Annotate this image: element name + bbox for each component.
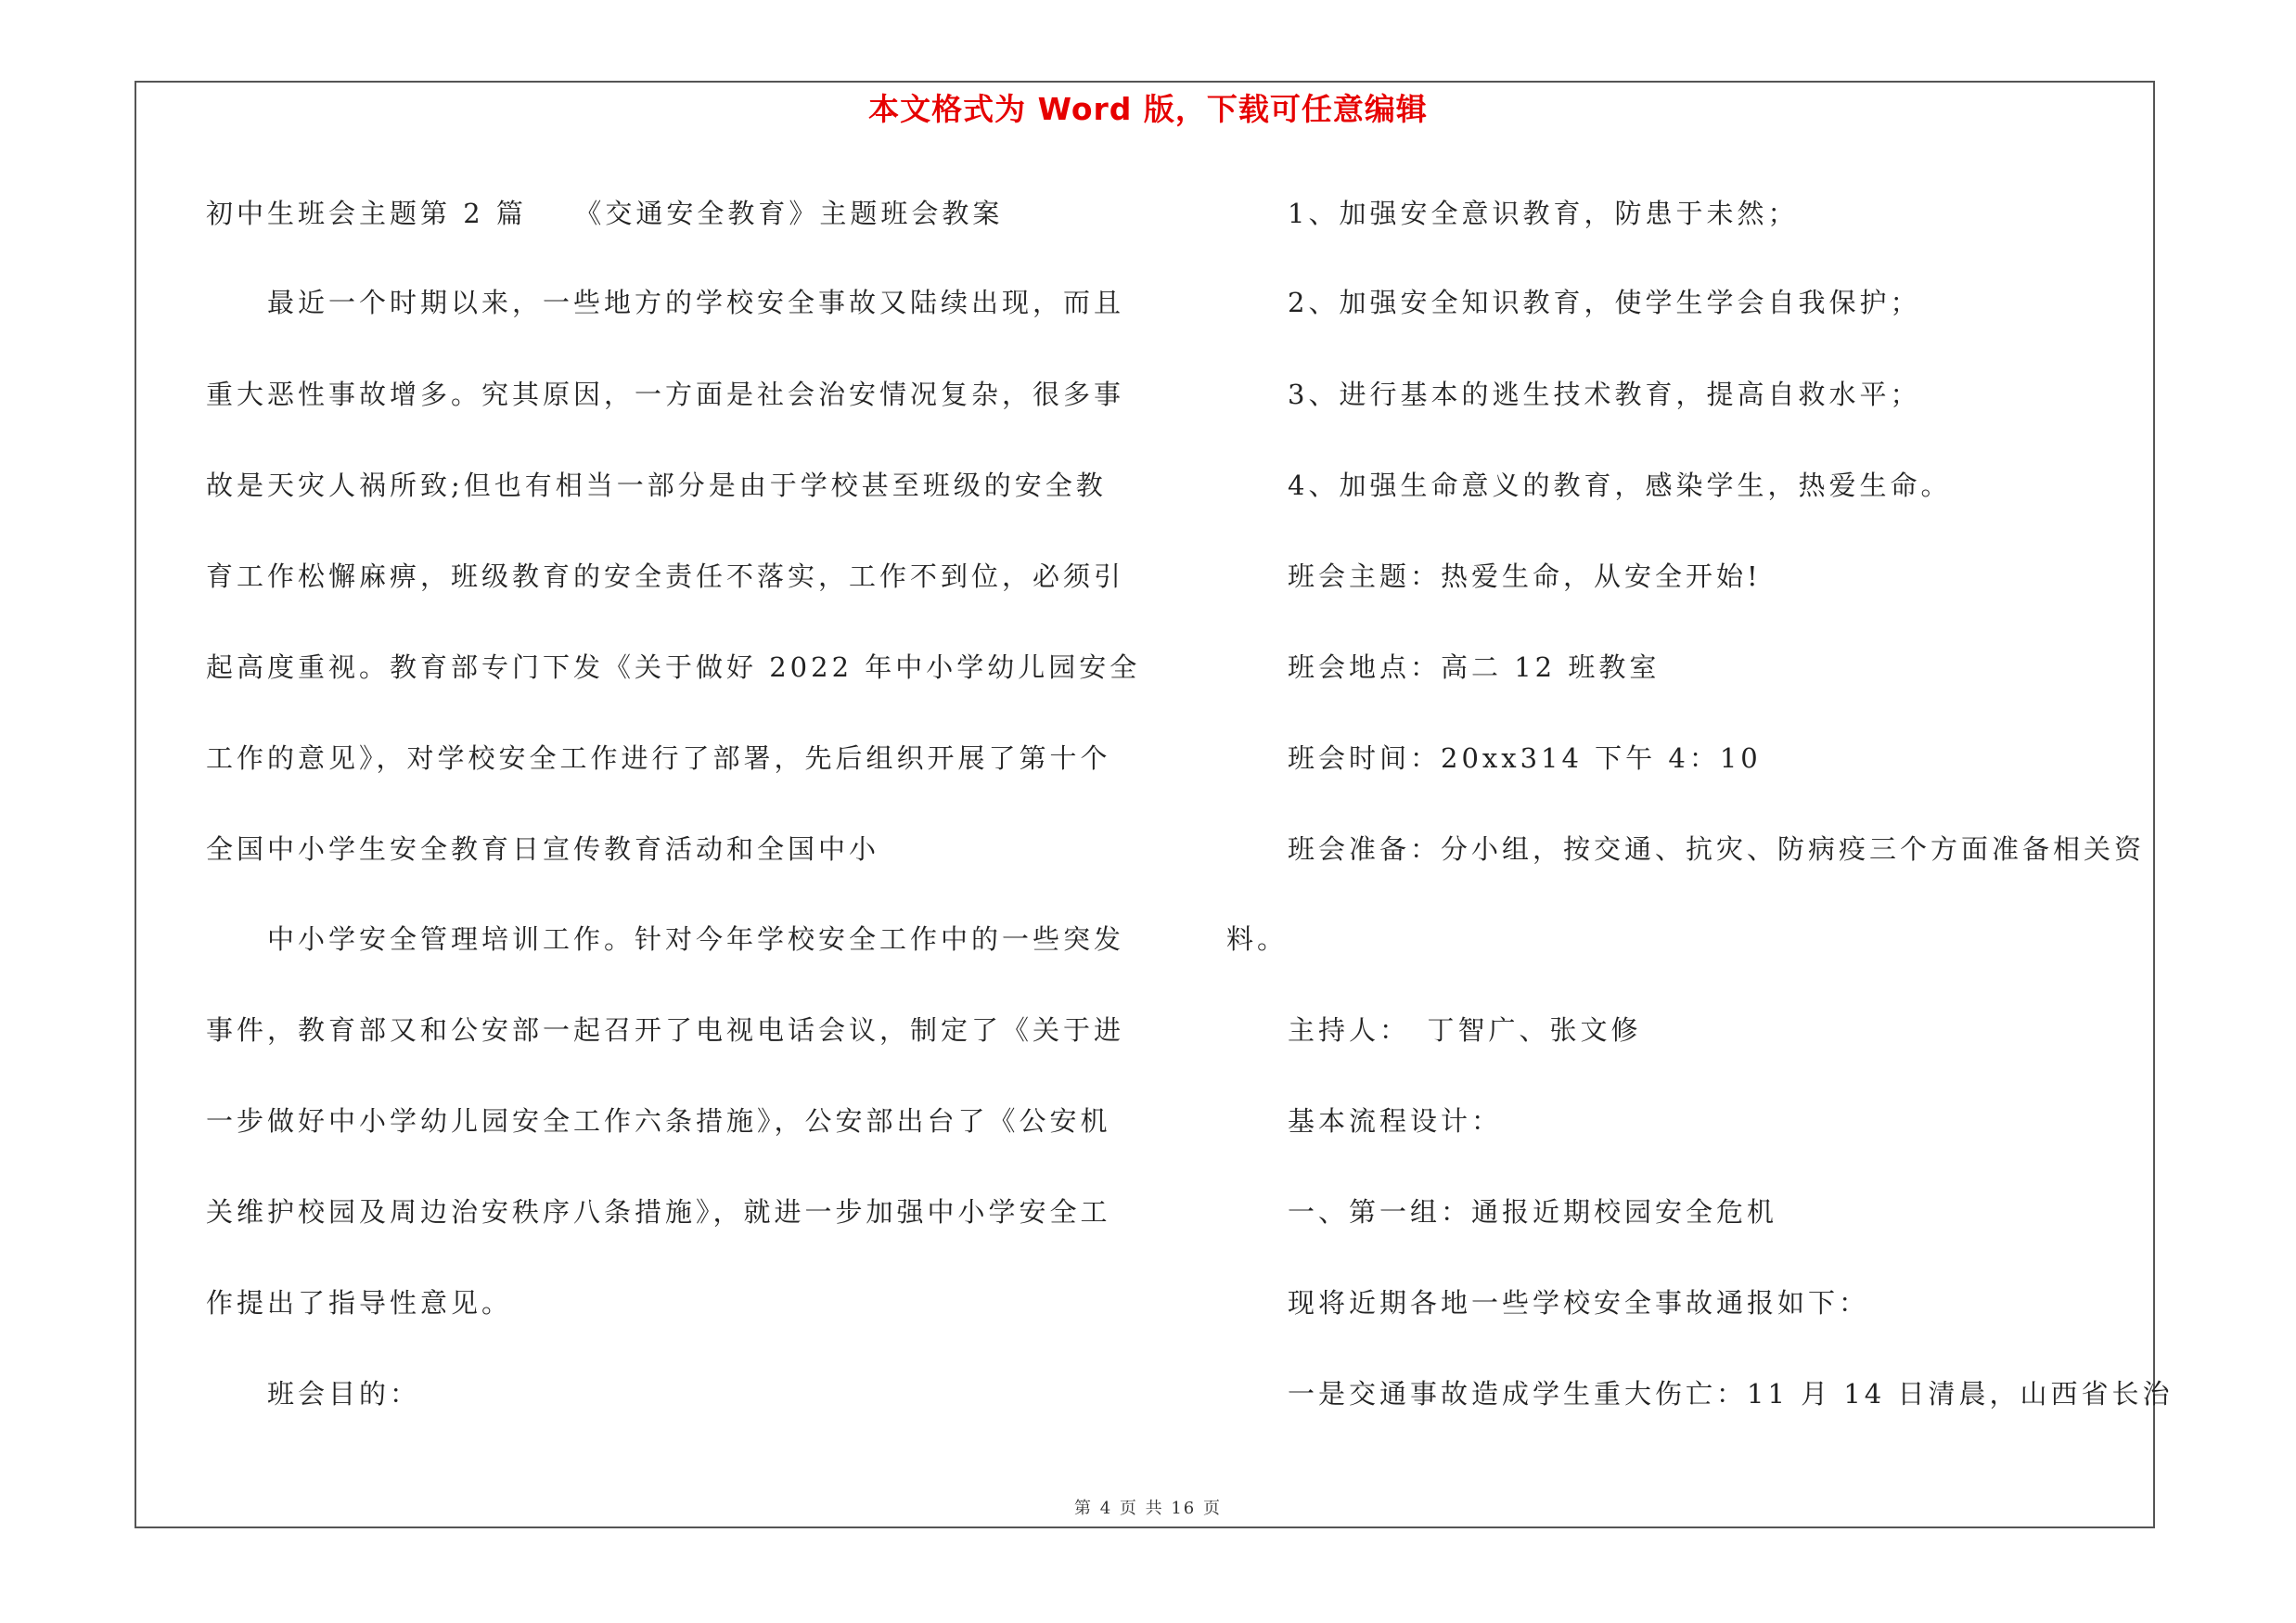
right-line: 班会地点：高二 12 班教室 (1288, 651, 1661, 683)
left-line: 关维护校园及周边治安秩序八条措施》，就进一步加强中小学安全工 (206, 1196, 1111, 1228)
left-line: 一步做好中小学幼儿园安全工作六条措施》，公安部出台了《公安机 (206, 1105, 1111, 1137)
left-line: 工作的意见》，对学校安全工作进行了部署，先后组织开展了第十个 (206, 742, 1111, 774)
right-line: 一是交通事故造成学生重大伤亡：11 月 14 日清晨，山西省长治 (1288, 1378, 2174, 1410)
right-line: 3、进行基本的逃生技术教育，提高自救水平； (1288, 379, 1921, 410)
right-line: 料。 (1226, 923, 1289, 955)
left-line: 作提出了指导性意见。 (206, 1287, 513, 1319)
right-line: 现将近期各地一些学校安全事故通报如下： (1288, 1287, 1870, 1319)
left-line: 起高度重视。教育部专门下发《关于做好 2022 年中小学幼儿园安全 (206, 651, 1141, 683)
right-line: 1、加强安全意识教育，防患于未然； (1288, 198, 1799, 229)
right-line: 基本流程设计： (1288, 1105, 1503, 1137)
left-line: 最近一个时期以来，一些地方的学校安全事故又陆续出现，而且 (267, 287, 1125, 318)
right-line: 4、加强生命意义的教育，感染学生，热爱生命。 (1288, 470, 1952, 501)
page-number: 第 4 页 共 16 页 (1074, 1499, 1222, 1518)
right-line: 班会时间：20xx314 下午 4：10 (1288, 742, 1762, 774)
left-line: 事件，教育部又和公安部一起召开了电视电话会议，制定了《关于进 (206, 1014, 1125, 1046)
right-line: 主持人： 丁智广、张文修 (1288, 1014, 1642, 1046)
left-line: 中小学安全管理培训工作。针对今年学校安全工作中的一些突发 (267, 923, 1125, 955)
left-line: 全国中小学生安全教育日宣传教育活动和全国中小 (206, 833, 880, 865)
left-line: 班会目的： (267, 1378, 421, 1410)
right-line: 班会准备：分小组，按交通、抗灾、防病疫三个方面准备相关资 (1288, 833, 2146, 865)
left-line: 故是天灾人祸所致;但也有相当一部分是由于学校甚至班级的安全教 (206, 470, 1107, 501)
left-line: 育工作松懈麻痹，班级教育的安全责任不落实，工作不到位，必须引 (206, 560, 1125, 592)
format-banner: 本文格式为 Word 版，下载可任意编辑 (868, 91, 1428, 127)
right-line: 班会主题：热爱生命，从安全开始! (1288, 560, 1762, 592)
left-line: 重大恶性事故增多。究其原因，一方面是社会治安情况复杂，很多事 (206, 379, 1125, 410)
right-line: 一、第一组：通报近期校园安全危机 (1288, 1196, 1778, 1228)
right-line: 2、加强安全知识教育，使学生学会自我保护； (1288, 287, 1921, 318)
left-line: 初中生班会主题第 2 篇 《交通安全教育》主题班会教案 (206, 198, 1004, 229)
